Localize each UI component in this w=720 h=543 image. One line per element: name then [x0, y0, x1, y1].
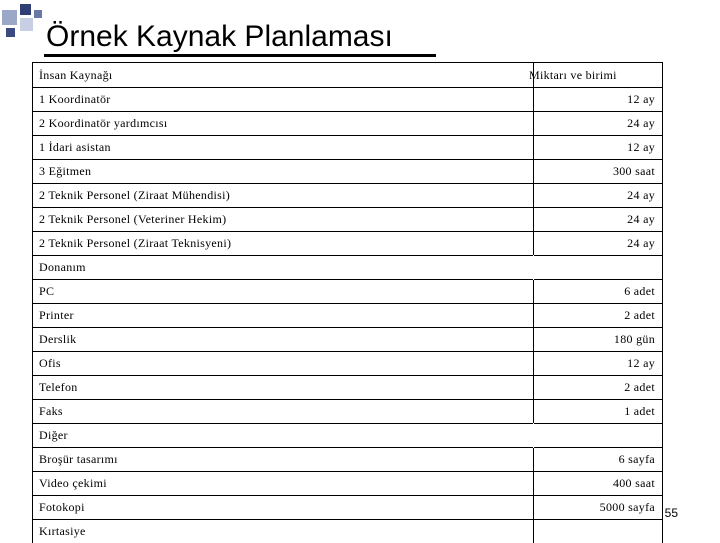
row-value: 24 ay	[627, 188, 655, 202]
header-quantity: Miktarı ve birimi	[529, 68, 617, 82]
table-header-row	[33, 63, 662, 88]
row-label: 1 Koordinatör	[39, 92, 111, 106]
page-number: 55	[664, 506, 678, 520]
row-label: 1 İdari asistan	[39, 140, 111, 154]
row-label: 2 Koordinatör yardımcısı	[39, 116, 168, 130]
table-row	[33, 351, 662, 376]
table-row	[33, 303, 662, 328]
slide-title: Örnek Kaynak Planlaması	[46, 20, 393, 53]
table-row	[33, 471, 662, 496]
table-row	[33, 207, 662, 232]
section-row-equipment	[33, 255, 662, 280]
header-resource: İnsan Kaynağı	[39, 68, 113, 82]
row-value: 400 saat	[612, 476, 655, 490]
table-row	[33, 87, 662, 112]
row-label: Faks	[39, 404, 63, 418]
row-value: 6 adet	[624, 284, 655, 298]
row-value: 12 ay	[627, 92, 655, 106]
row-value: 12 ay	[627, 356, 655, 370]
row-value: 2 adet	[624, 380, 655, 394]
table-row	[33, 447, 662, 472]
row-value: 6 sayfa	[618, 452, 655, 466]
row-label: 2 Teknik Personel (Ziraat Mühendisi)	[39, 188, 231, 202]
row-value: 24 ay	[627, 116, 655, 130]
section-row-other	[33, 423, 662, 448]
row-label: Telefon	[39, 380, 78, 394]
row-value: 300 saat	[612, 164, 655, 178]
table-row	[33, 135, 662, 160]
row-label: 3 Eğitmen	[39, 164, 92, 178]
row-label: PC	[39, 284, 55, 298]
table-row	[33, 375, 662, 400]
row-label: 2 Teknik Personel (Ziraat Teknisyeni)	[39, 236, 232, 250]
decor-square	[20, 18, 33, 31]
row-value: 2 adet	[624, 308, 655, 322]
table-row	[33, 111, 662, 136]
table-row	[33, 279, 662, 304]
row-label: Printer	[39, 308, 74, 322]
table-row	[33, 231, 662, 256]
table-row	[33, 399, 662, 424]
row-value: 24 ay	[627, 236, 655, 250]
row-label: Kırtasiye	[39, 524, 86, 538]
row-label: Derslik	[39, 332, 77, 346]
decor-square	[34, 10, 42, 18]
row-value: 12 ay	[627, 140, 655, 154]
table-row	[33, 495, 662, 520]
resource-table	[32, 62, 663, 543]
section-label: Diğer	[39, 428, 68, 442]
row-value: 180 gün	[613, 332, 655, 346]
row-label: 2 Teknik Personel (Veteriner Hekim)	[39, 212, 227, 226]
row-value: 5000 sayfa	[599, 500, 655, 514]
title-underline	[44, 54, 436, 57]
table-row	[33, 159, 662, 184]
decor-square	[2, 10, 17, 25]
row-label: Fotokopi	[39, 500, 85, 514]
row-value: 24 ay	[627, 212, 655, 226]
row-label: Video çekimi	[39, 476, 107, 490]
table-row	[33, 327, 662, 352]
section-label: Donanım	[39, 260, 86, 274]
row-value: 1 adet	[624, 404, 655, 418]
table-row	[33, 183, 662, 208]
table-row	[33, 519, 662, 543]
row-label: Broşür tasarımı	[39, 452, 118, 466]
decor-square	[6, 28, 15, 37]
row-label: Ofis	[39, 356, 61, 370]
decor-square	[20, 4, 31, 15]
